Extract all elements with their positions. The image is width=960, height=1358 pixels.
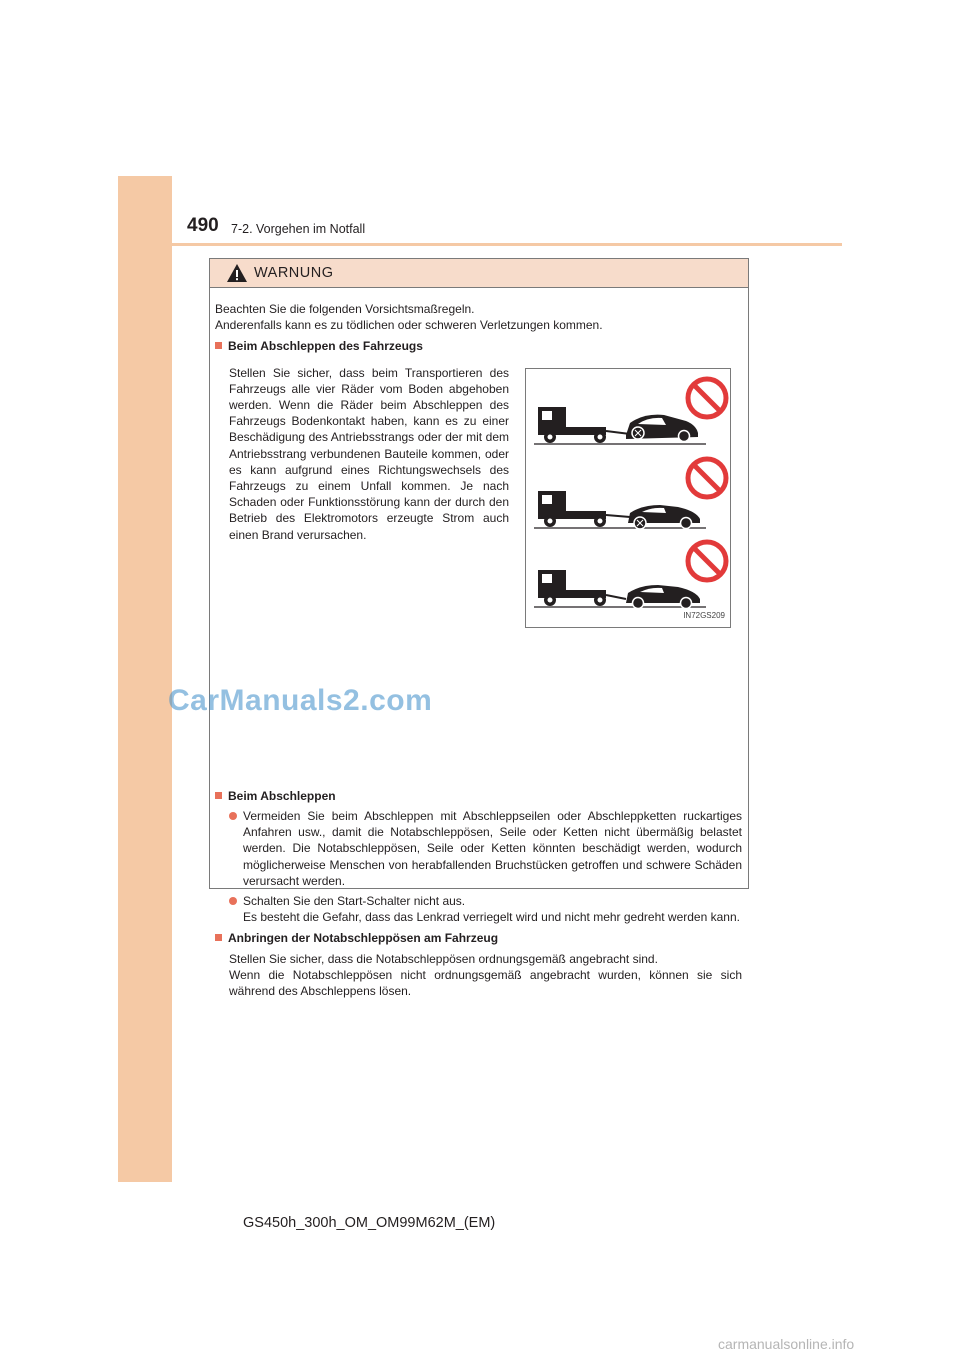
header-rule bbox=[118, 243, 842, 246]
footer-document-code: GS450h_300h_OM_OM99M62M_(EM) bbox=[243, 1215, 496, 1231]
warning-body bbox=[210, 288, 748, 999]
warning-intro-1: Beachten Sie die folgenden Vorsichtsmaßregeln. bbox=[215, 302, 475, 316]
towing-diagram bbox=[526, 369, 730, 627]
figure-code: IN72GS209 bbox=[683, 610, 725, 620]
site-watermark: carmanualsonline.info bbox=[718, 1336, 855, 1352]
tow-scene-1 bbox=[534, 379, 726, 444]
round-bullet-icon bbox=[229, 812, 237, 820]
heading-towing bbox=[215, 788, 742, 804]
watermark-logo: CarManuals2.com bbox=[168, 684, 433, 717]
round-bullet-icon bbox=[229, 897, 237, 905]
warning-box bbox=[209, 258, 749, 999]
heading-tow-eyelets-text: Anbringen der Notabschleppösen am Fahrzeug bbox=[228, 931, 499, 946]
section-title: 7-2. Vorgehen im Notfall bbox=[231, 222, 366, 236]
bullet-text bbox=[243, 893, 742, 925]
heading-tow-eyelets bbox=[215, 930, 742, 946]
towing-illustration bbox=[525, 368, 731, 628]
bullet-text-line-1: Schalten Sie den Start-Schalter nicht aus. bbox=[243, 894, 466, 909]
heading-towing-text: Beim Abschleppen bbox=[228, 788, 336, 803]
tow-eyelets-line-1: Stellen Sie sicher, dass die Notabschleppösen ordnungsgemäß angebracht sind. bbox=[229, 951, 658, 966]
tow-eyelets-line-2: Wenn die Notabschleppösen nicht ordnungsgemäß angebracht wurden, können sie sich während des Abschleppens lösen. bbox=[229, 967, 742, 999]
bullet-text: Vermeiden Sie beim Abschleppen mit Abschleppseilen oder Abschleppketten ruckartiges Anfahren usw., damit die Notabschleppösen, Seile oder Ketten nicht übermäßig belastet werden. Die Notabschleppösen, Seile oder Ketten könnten beschädigt werden, wodurch möglicherweise Menschen von herabfallenden Bruchstücken getroffen und schwere Schäden verursacht werden. bbox=[243, 809, 742, 888]
heading-towing-vehicle-text: Beim Abschleppen des Fahrzeugs bbox=[228, 339, 423, 354]
bullet-item bbox=[215, 893, 742, 925]
towing-text: Stellen Sie sicher, dass beim Transportieren des Fahrzeugs alle vier Räder vom Boden abgehoben werden. Wenn die Räder beim Abschleppen des Fahrzeugs Bodenkontakt haben, kann es zu einer Beschädigung des Antriebsstrangs oder der mit dem Antriebsstrang verbundenen Bauteile kommen, oder es kann aufgrund eines Richtungswechsels des Fahrzeugs zu einem Unfall kommen. Je nach Schaden oder Funktionsstörung kann der durch den Betrieb des Elektromotors erzeugte Strom auch einen Brand verursachen. bbox=[229, 365, 509, 542]
side-tab-bar bbox=[118, 176, 172, 1182]
warning-header bbox=[210, 259, 748, 288]
tow-eyelets-text bbox=[215, 951, 742, 1000]
square-bullet-icon bbox=[215, 934, 222, 941]
warning-intro-2: Anderenfalls kann es zu tödlichen oder schweren Verletzungen kommen. bbox=[215, 318, 603, 333]
tow-scene-2 bbox=[534, 459, 726, 529]
bullet-item bbox=[215, 808, 742, 889]
square-bullet-icon bbox=[215, 792, 222, 799]
warning-title: WARNUNG bbox=[254, 265, 334, 281]
heading-towing-vehicle bbox=[215, 338, 742, 354]
page-number: 490 bbox=[187, 215, 219, 236]
warning-triangle-icon bbox=[226, 263, 248, 283]
tow-scene-3 bbox=[534, 542, 726, 609]
square-bullet-icon bbox=[215, 342, 222, 349]
bullet-text-line-2: Es besteht die Gefahr, dass das Lenkrad verriegelt wird und nicht mehr gedreht werden kann. bbox=[243, 910, 740, 925]
